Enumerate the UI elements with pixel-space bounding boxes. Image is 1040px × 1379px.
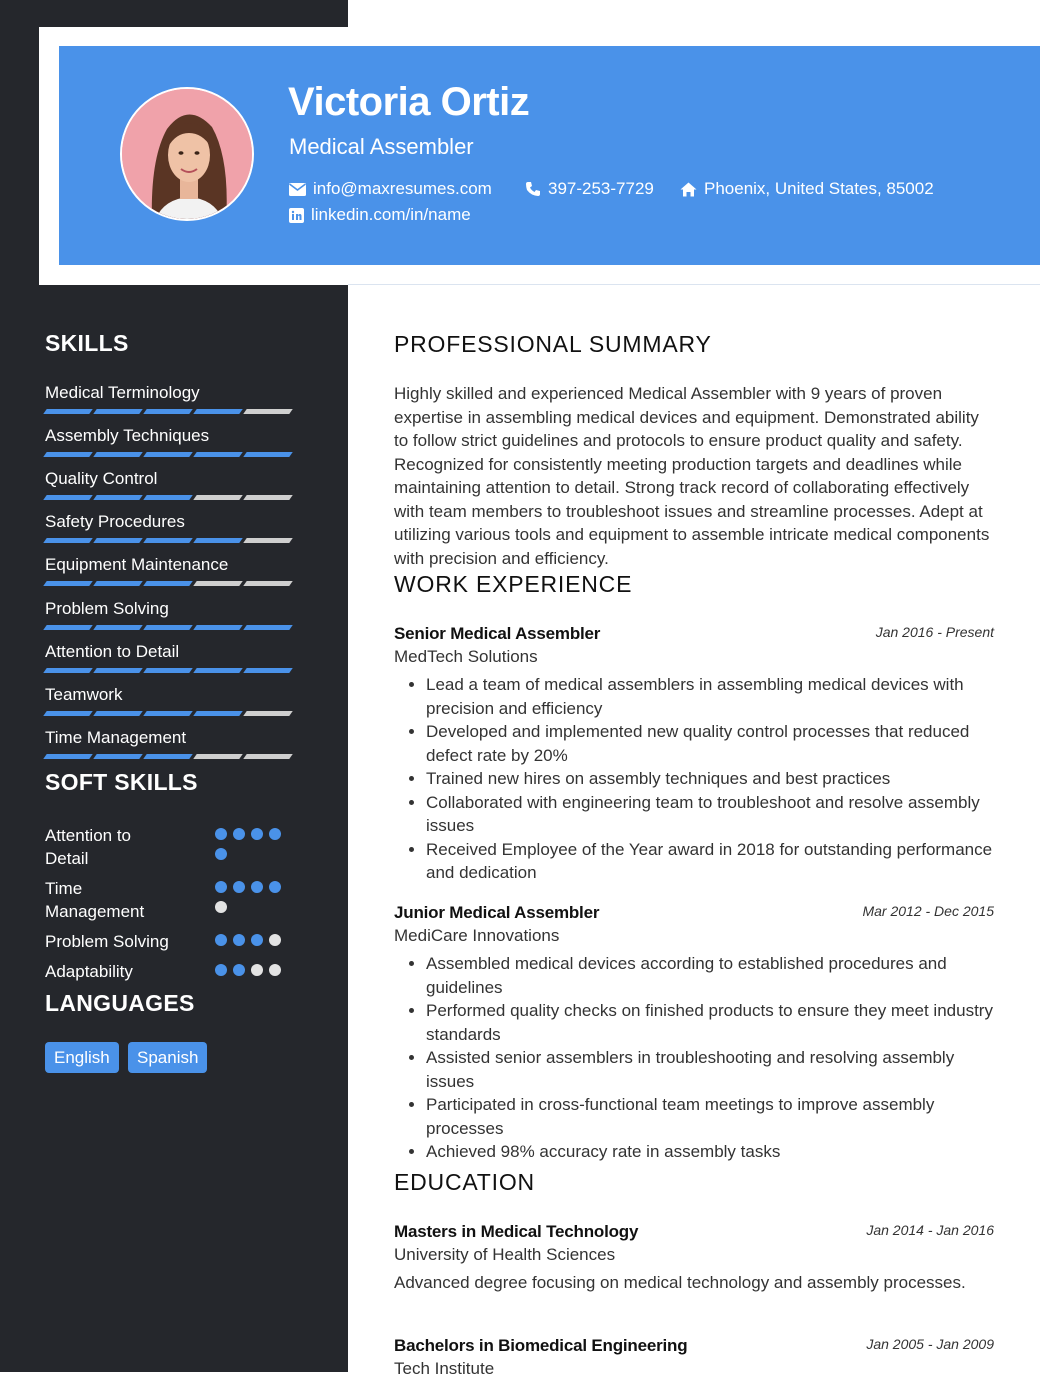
skill-item xyxy=(45,728,305,759)
rating-dot xyxy=(269,828,281,840)
skill-level-segment xyxy=(43,754,93,759)
rating-dot xyxy=(233,828,245,840)
skill-item xyxy=(45,469,305,500)
summary-text: Highly skilled and experienced Medical Assembler with 9 years of proven expertise in assembling medical devices and equipment. Demonstrated ability to follow strict guidelines and protocols to ensure product quality and safety. Recognized for consistently meeting production targets and deadlines while maintaining attention to detail. Strong track record of collaborating effectively with team members to troubleshoot issues and streamline processes. Adept at utilizing various tools and equipment to assemble intricate medical components with precision and efficiency. xyxy=(394,384,990,568)
rating-dot xyxy=(233,881,245,893)
soft-skill-rating xyxy=(215,828,290,860)
skills-heading: SKILLS xyxy=(45,330,129,356)
school-name: Tech Institute xyxy=(394,1359,495,1378)
rating-dot xyxy=(269,934,281,946)
skill-level-segment xyxy=(143,452,193,457)
rating-dot xyxy=(269,964,281,976)
skill-level-segment xyxy=(143,409,193,414)
skill-level-segment xyxy=(243,625,293,630)
education-entry xyxy=(394,1222,994,1295)
contact-email[interactable] xyxy=(289,179,492,199)
skill-level-segment xyxy=(193,538,243,543)
email-text: info@maxresumes.com xyxy=(313,179,492,198)
skill-level-segment xyxy=(93,409,143,414)
contact-location xyxy=(680,179,934,199)
rating-dot xyxy=(251,828,263,840)
bullet-item: • Assisted senior assemblers in troubleshooting and resolving assembly issues xyxy=(426,1046,994,1093)
rating-dot xyxy=(215,828,227,840)
skill-item xyxy=(45,426,305,457)
envelope-icon xyxy=(289,183,306,196)
skill-item xyxy=(45,555,305,586)
skill-level-segment xyxy=(243,668,293,673)
bullet-item: • Received Employee of the Year award in 2018 for outstanding performance and dedication xyxy=(426,838,994,885)
skill-level-segment xyxy=(93,711,143,716)
education-date: Jan 2014 - Jan 2016 xyxy=(866,1222,994,1238)
skill-level-segment xyxy=(143,538,193,543)
soft-skill-name: Problem Solving xyxy=(45,932,169,951)
candidate-title: Medical Assembler xyxy=(289,134,474,159)
skill-level-bar xyxy=(45,668,305,673)
skill-level-segment xyxy=(193,625,243,630)
skill-level-segment xyxy=(243,409,293,414)
education-entry xyxy=(394,1336,994,1379)
job-title: Senior Medical Assembler xyxy=(394,624,601,643)
skill-item xyxy=(45,512,305,543)
soft-skills-heading: SOFT SKILLS xyxy=(45,769,198,795)
soft-skill-rating xyxy=(215,964,290,976)
skill-level-segment xyxy=(43,538,93,543)
bullet-item: • Trained new hires on assembly techniques and best practices xyxy=(426,767,994,791)
rating-dot xyxy=(233,934,245,946)
skill-level-bar xyxy=(45,409,305,414)
skill-name: Time Management xyxy=(45,727,187,747)
skill-level-segment xyxy=(193,754,243,759)
rating-dot xyxy=(251,934,263,946)
skill-level-segment xyxy=(93,625,143,630)
job-date: Jan 2016 - Present xyxy=(875,624,994,640)
rating-dot xyxy=(269,881,281,893)
skill-level-segment xyxy=(243,495,293,500)
skill-level-segment xyxy=(43,581,93,586)
rating-dot xyxy=(215,901,227,913)
skill-level-bar xyxy=(45,495,305,500)
skill-level-segment xyxy=(243,754,293,759)
skill-level-segment xyxy=(43,668,93,673)
soft-skill-rating xyxy=(215,934,290,946)
skill-level-segment xyxy=(93,452,143,457)
home-icon xyxy=(680,182,697,197)
skill-level-segment xyxy=(243,538,293,543)
skill-level-bar xyxy=(45,538,305,543)
rating-dot xyxy=(215,881,227,893)
skill-level-bar xyxy=(45,625,305,630)
language-badge: Spanish xyxy=(128,1042,207,1073)
skill-name: Medical Terminology xyxy=(45,383,200,402)
degree-title: Masters in Medical Technology xyxy=(394,1222,639,1241)
location-text: Phoenix, United States, 85002 xyxy=(704,179,934,198)
skill-level-segment xyxy=(193,409,243,414)
skill-level-segment xyxy=(93,668,143,673)
skill-name: Assembly Techniques xyxy=(45,426,210,446)
skill-level-segment xyxy=(193,581,243,586)
skill-level-segment xyxy=(143,625,193,630)
bullet-item: • Assembled medical devices according to established procedures and guidelines xyxy=(426,952,994,999)
bullet-item: • Lead a team of medical assemblers in assembling medical devices with precision and efficiency xyxy=(426,673,994,720)
skill-level-segment xyxy=(193,495,243,500)
skill-level-segment xyxy=(43,409,93,414)
avatar xyxy=(120,87,254,221)
job-company: MediCare Innovations xyxy=(394,926,560,945)
bullet-item: • Performed quality checks on finished products to ensure they meet industry standards xyxy=(426,999,994,1046)
skill-level-segment xyxy=(93,495,143,500)
skill-name: Attention to Detail xyxy=(45,641,180,661)
skill-name: Teamwork xyxy=(45,684,123,704)
skill-level-segment xyxy=(243,711,293,716)
skill-level-segment xyxy=(193,711,243,716)
skill-level-segment xyxy=(243,581,293,586)
job-entry xyxy=(394,624,994,885)
education-heading: EDUCATION xyxy=(394,1169,535,1195)
skill-name: Safety Procedures xyxy=(45,512,185,532)
skill-level-segment xyxy=(243,452,293,457)
degree-title: Bachelors in Biomedical Engineering xyxy=(394,1336,688,1355)
summary-heading: PROFESSIONAL SUMMARY xyxy=(394,331,712,357)
job-entry xyxy=(394,903,994,1164)
skill-name: Problem Solving xyxy=(45,598,169,618)
work-heading: WORK EXPERIENCE xyxy=(394,571,633,597)
skill-level-segment xyxy=(143,711,193,716)
job-date: Mar 2012 - Dec 2015 xyxy=(862,903,994,919)
bullet-item: • Achieved 98% accuracy rate in assembly tasks xyxy=(426,1140,994,1164)
skill-level-segment xyxy=(43,711,93,716)
bullet-item: • Developed and implemented new quality control processes that reduced defect rate by 20% xyxy=(426,720,994,767)
linkedin-text: linkedin.com/in/name xyxy=(311,205,471,224)
contact-linkedin[interactable] xyxy=(289,205,471,225)
linkedin-icon xyxy=(289,208,304,223)
skill-item xyxy=(45,685,305,716)
skill-level-bar xyxy=(45,581,305,586)
skill-level-segment xyxy=(93,581,143,586)
job-bullets xyxy=(394,673,994,885)
contact-phone[interactable] xyxy=(525,179,654,199)
rating-dot xyxy=(215,934,227,946)
skill-level-segment xyxy=(93,538,143,543)
job-bullets xyxy=(394,952,994,1164)
skill-item xyxy=(45,642,305,673)
phone-icon xyxy=(525,181,541,197)
header-divider xyxy=(348,284,1040,285)
candidate-name: Victoria Ortiz xyxy=(288,80,530,124)
soft-skill-rating xyxy=(215,881,290,913)
soft-skill-name: Attention to Detail xyxy=(45,826,132,868)
skill-level-segment xyxy=(143,668,193,673)
language-badge: English xyxy=(45,1042,119,1073)
skill-level-bar xyxy=(45,754,305,759)
rating-dot xyxy=(233,964,245,976)
skill-level-segment xyxy=(143,754,193,759)
skill-item xyxy=(45,599,305,630)
rating-dot xyxy=(215,848,227,860)
bullet-item: • Participated in cross-functional team meetings to improve assembly processes xyxy=(426,1093,994,1140)
soft-skill-name: Adaptability xyxy=(45,962,133,981)
education-description: Advanced degree focusing on medical technology and assembly processes. xyxy=(394,1273,966,1292)
skill-level-segment xyxy=(193,452,243,457)
skill-level-bar xyxy=(45,452,305,457)
skill-level-segment xyxy=(43,452,93,457)
rating-dot xyxy=(251,881,263,893)
skill-name: Equipment Maintenance xyxy=(45,555,229,575)
job-title: Junior Medical Assembler xyxy=(394,903,600,922)
profile-photo xyxy=(122,89,254,221)
skill-level-segment xyxy=(193,668,243,673)
skill-level-segment xyxy=(93,754,143,759)
rating-dot xyxy=(215,964,227,976)
education-date: Jan 2005 - Jan 2009 xyxy=(866,1336,994,1352)
skill-level-segment xyxy=(143,495,193,500)
bullet-item: • Collaborated with engineering team to troubleshoot and resolve assembly issues xyxy=(426,791,994,838)
phone-text: 397-253-7729 xyxy=(548,179,654,198)
skill-level-segment xyxy=(143,581,193,586)
rating-dot xyxy=(251,964,263,976)
skill-level-segment xyxy=(43,625,93,630)
job-company: MedTech Solutions xyxy=(394,647,538,666)
languages-heading: LANGUAGES xyxy=(45,990,195,1016)
skill-level-bar xyxy=(45,711,305,716)
skill-level-segment xyxy=(43,495,93,500)
school-name: University of Health Sciences xyxy=(394,1245,616,1264)
skill-name: Quality Control xyxy=(45,469,158,489)
skill-item xyxy=(45,383,305,414)
soft-skill-name: Time Management xyxy=(45,879,145,921)
